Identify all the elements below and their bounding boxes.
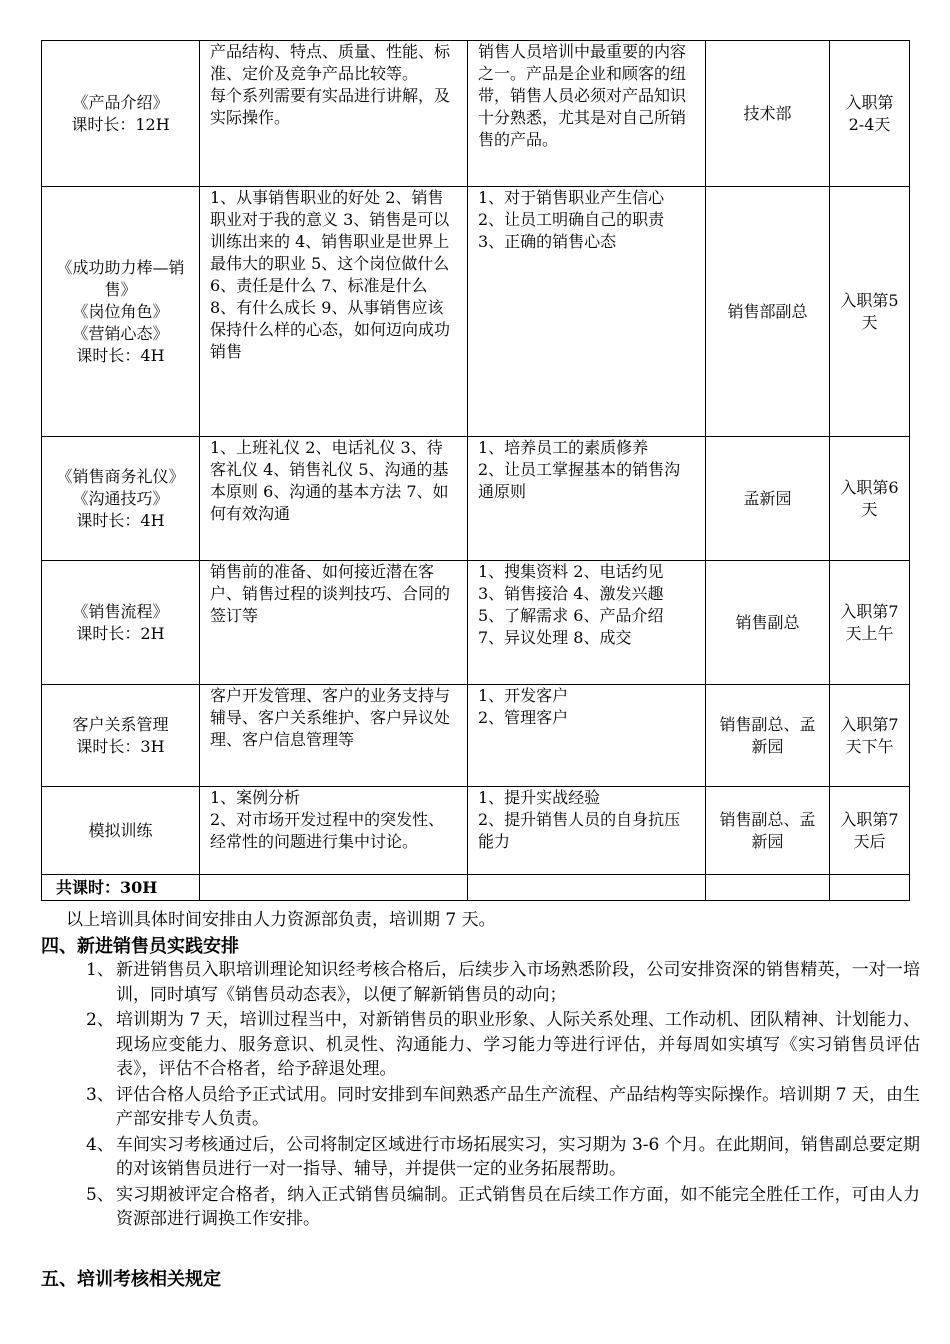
course-line: 《成功助力棒—销售》 bbox=[56, 257, 185, 299]
course-trainer: 销售副总、孟新园 bbox=[706, 685, 830, 787]
list-item-number: 5、 bbox=[86, 1184, 114, 1205]
table-row bbox=[42, 187, 910, 437]
list-item-number: 3、 bbox=[86, 1084, 114, 1105]
training-table bbox=[41, 40, 910, 901]
list-item bbox=[86, 1133, 920, 1182]
course-content: 客户开发管理、客户的业务支持与辅导、客户关系维护、客户异议处理、客户信息管理等 bbox=[200, 685, 468, 787]
course-name bbox=[42, 41, 200, 187]
course-time: 入职第2-4天 bbox=[830, 41, 910, 187]
course-goal: 1、提升实战经验 2、提升销售人员的自身抗压能力 bbox=[468, 787, 706, 875]
training-note: 以上培训具体时间安排由人力资源部负责，培训期 7 天。 bbox=[66, 910, 496, 930]
empty-cell bbox=[468, 875, 706, 901]
empty-cell bbox=[200, 875, 468, 901]
list-item-text: 评估合格人员给予正式试用。同时安排到车间熟悉产品生产流程、产品结构等实际操作。培训期 7 天，由生产部安排专人负责。 bbox=[116, 1084, 920, 1129]
list-item bbox=[86, 1008, 920, 1082]
table-row bbox=[42, 787, 910, 875]
course-line: 《产品介绍》 bbox=[72, 92, 169, 112]
course-line: 《销售流程》 bbox=[72, 601, 169, 621]
course-time: 入职第7天下午 bbox=[830, 685, 910, 787]
course-content: 销售前的准备、如何接近潜在客户、销售过程的谈判技巧、合同的签订等 bbox=[200, 561, 468, 685]
list-item bbox=[86, 958, 920, 1007]
course-goal: 1、开发客户 2、管理客户 bbox=[468, 685, 706, 787]
table-row bbox=[42, 437, 910, 561]
table-row bbox=[42, 41, 910, 187]
course-content: 1、上班礼仪 2、电话礼仪 3、待客礼仪 4、销售礼仪 5、沟通的基本原则 6、沟通的基本方法 7、如何有效沟通 bbox=[200, 437, 468, 561]
course-time: 入职第7天上午 bbox=[830, 561, 910, 685]
section-4-list bbox=[86, 958, 920, 1233]
course-line: 《营销心态》 bbox=[72, 323, 169, 343]
course-time: 入职第6天 bbox=[830, 437, 910, 561]
table-row bbox=[42, 685, 910, 787]
list-item-text: 新进销售员入职培训理论知识经考核合格后，后续步入市场熟悉阶段，公司安排资深的销售精英，一对一培训，同时填写《销售员动态表》，以便了解新销售员的动向； bbox=[116, 960, 920, 1005]
course-content: 1、从事销售职业的好处 2、销售职业对于我的意义 3、销售是可以训练出来的 4、销售职业是世界上最伟大的职业 5、这个岗位做什么 6、责任是什么 7、标准是什么 8、有什么成长 9、从事销售应该保持什么样的心态，如何迈向成功销售 bbox=[200, 187, 468, 437]
list-item-text: 车间实习考核通过后，公司将制定区域进行市场拓展实习，实习期为 3-6 个月。在此期间，销售副总要定期的对该销售员进行一对一指导、辅导，并提供一定的业务拓展帮助。 bbox=[116, 1134, 920, 1179]
course-line: 《沟通技巧》 bbox=[72, 488, 169, 508]
empty-cell bbox=[706, 875, 830, 901]
course-name bbox=[42, 561, 200, 685]
course-name bbox=[42, 437, 200, 561]
course-trainer: 销售副总、孟新园 bbox=[706, 787, 830, 875]
course-line: 课时长：4H bbox=[76, 345, 165, 365]
list-item bbox=[86, 1183, 920, 1232]
course-content: 1、案例分析 2、对市场开发过程中的突发性、经常性的问题进行集中讨论。 bbox=[200, 787, 468, 875]
course-content: 产品结构、特点、质量、性能、标准、定价及竞争产品比较等。 每个系列需要有实品进行讲解，及实际操作。 bbox=[200, 41, 468, 187]
course-trainer: 技术部 bbox=[706, 41, 830, 187]
course-trainer: 销售副总 bbox=[706, 561, 830, 685]
course-name bbox=[42, 787, 200, 875]
course-time: 入职第7天后 bbox=[830, 787, 910, 875]
course-time: 入职第5天 bbox=[830, 187, 910, 437]
list-item bbox=[86, 1083, 920, 1132]
course-goal: 1、搜集资料 2、电话约见 3、销售接洽 4、激发兴趣 5、了解需求 6、产品介绍 7、异议处理 8、成交 bbox=[468, 561, 706, 685]
list-item-text: 实习期被评定合格者，纳入正式销售员编制。正式销售员在后续工作方面，如不能完全胜任工作，可由人力资源部进行调换工作安排。 bbox=[116, 1184, 920, 1229]
course-line: 模拟训练 bbox=[88, 820, 153, 840]
course-goal: 1、培养员工的素质修养 2、让员工掌握基本的销售沟通原则 bbox=[468, 437, 706, 561]
course-goal: 1、对于销售职业产生信心 2、让员工明确自己的职责 3、正确的销售心态 bbox=[468, 187, 706, 437]
course-line: 客户关系管理 bbox=[72, 714, 169, 734]
total-hours: 共课时：30H bbox=[42, 875, 200, 901]
list-item-number: 1、 bbox=[86, 960, 114, 980]
list-item-number: 4、 bbox=[86, 1134, 114, 1155]
course-line: 课时长：4H bbox=[76, 510, 165, 530]
course-trainer: 销售部副总 bbox=[706, 187, 830, 437]
section-5-title: 五、培训考核相关规定 bbox=[41, 1269, 221, 1290]
total-row bbox=[42, 875, 910, 901]
course-line: 课时长：3H bbox=[76, 736, 165, 756]
table-row bbox=[42, 561, 910, 685]
course-goal: 销售人员培训中最重要的内容之一。产品是企业和顾客的纽带，销售人员必须对产品知识十分熟悉，尤其是对自己所销售的产品。 bbox=[468, 41, 706, 187]
course-line: 《岗位角色》 bbox=[72, 301, 169, 321]
course-line: 课时长：2H bbox=[76, 623, 165, 643]
course-name bbox=[42, 685, 200, 787]
course-name bbox=[42, 187, 200, 437]
list-item-text: 培训期为 7 天，培训过程当中，对新销售员的职业形象、人际关系处理、工作动机、团队精神、计划能力、现场应变能力、服务意识、机灵性、沟通能力、学习能力等进行评估，并每周如实填写《实习销售员评估表》，评估不合格者，给予辞退处理。 bbox=[116, 1010, 920, 1079]
empty-cell bbox=[830, 875, 910, 901]
course-trainer: 孟新园 bbox=[706, 437, 830, 561]
course-line: 课时长：12H bbox=[71, 114, 170, 134]
course-line: 《销售商务礼仪》 bbox=[56, 466, 185, 486]
section-4-title: 四、新进销售员实践安排 bbox=[41, 936, 239, 957]
list-item-number: 2、 bbox=[86, 1010, 114, 1030]
